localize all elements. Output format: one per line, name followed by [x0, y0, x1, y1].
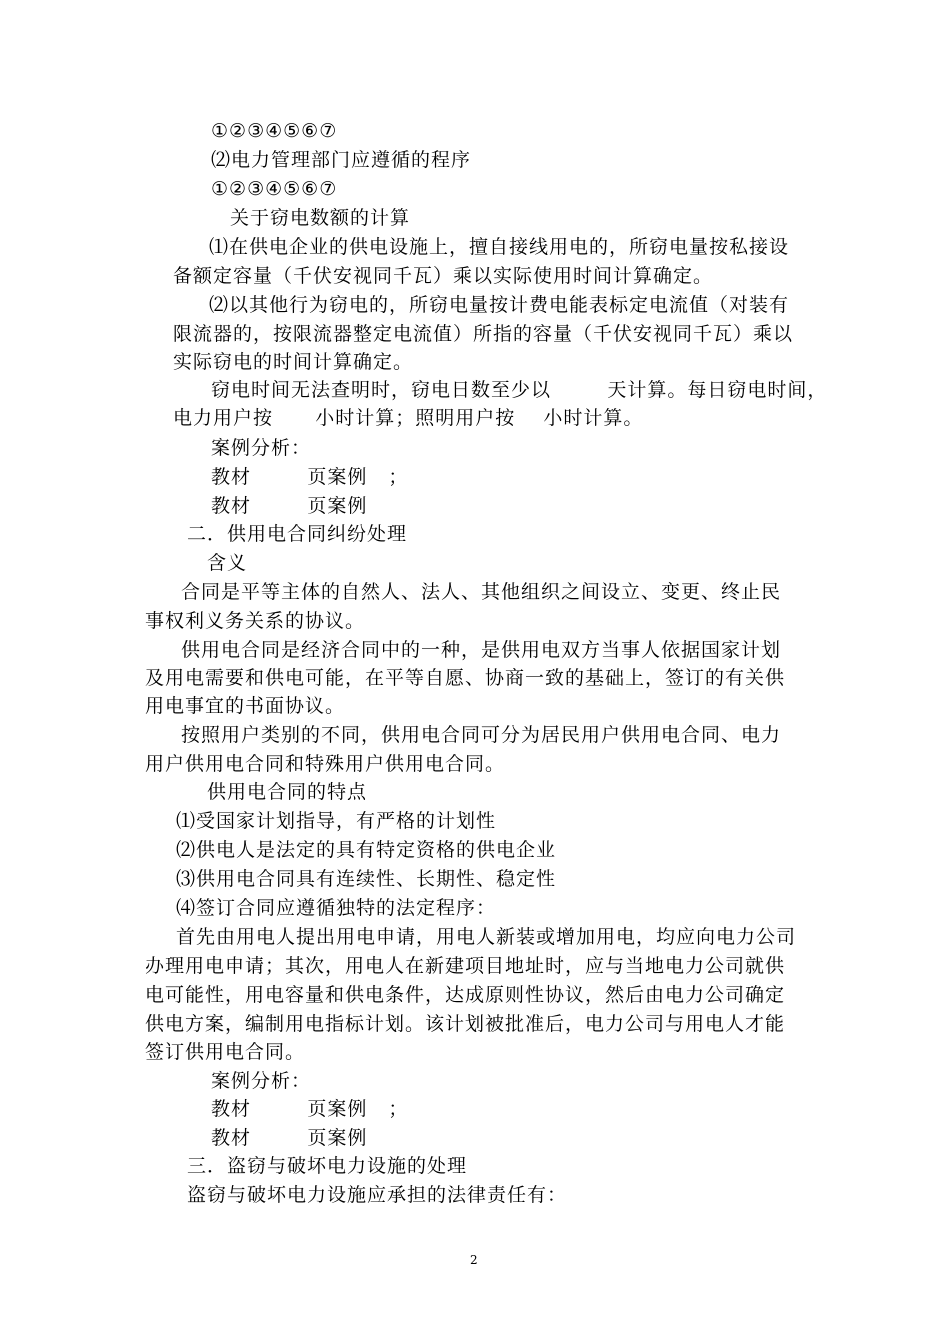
text-line: ⑵电力管理部门应遵循的程序	[211, 149, 472, 171]
text-line: 实际窃电的时间计算确定。	[173, 351, 414, 373]
text-line: 首先由用电人提出用电申请，用电人新装或增加用电，均应向电力公司	[176, 926, 797, 948]
text-line: 备额定容量（千伏安视同千瓦）乘以实际使用时间计算确定。	[173, 265, 714, 287]
section-heading: 关于窃电数额的计算	[230, 207, 411, 229]
text-line: 签订供用电合同。	[145, 1041, 306, 1063]
section-heading: 三．盗窃与破坏电力设施的处理	[187, 1155, 468, 1177]
text-line: 及用电需要和供电可能，在平等自愿、协商一致的基础上，签订的有关供	[145, 667, 786, 689]
text-line: 办理用电申请；其次，用电人在新建项目地址时，应与当地电力公司就供	[145, 955, 786, 977]
page-number: 2	[470, 1253, 478, 1267]
text-line: 用电事宜的书面协议。	[145, 695, 346, 717]
text-line: 教材 页案例 ；	[211, 466, 409, 488]
text-line: 事权利义务关系的协议。	[145, 610, 366, 632]
list-item: ⑵供电人是法定的具有特定资格的供电企业	[176, 839, 557, 861]
case-analysis-label: 案例分析：	[211, 1070, 312, 1092]
text-line: 盗窃与破坏电力设施应承担的法律责任有：	[187, 1184, 568, 1206]
subsection-heading: 供用电合同的特点	[207, 781, 368, 803]
text-line: 用户供用电合同和特殊用户供用电合同。	[145, 753, 506, 775]
text-line: ⑵以其他行为窃电的，所窃电量按计费电能表标定电流值（对装有	[209, 294, 790, 316]
text-line: 教材 页案例	[211, 495, 368, 517]
case-analysis-label: 案例分析：	[211, 437, 312, 459]
text-line: 限流器的，按限流器整定电流值）所指的容量（千伏安视同千瓦）乘以	[173, 323, 794, 345]
text-line: 教材 页案例	[211, 1127, 368, 1149]
list-item: ⑶供用电合同具有连续性、长期性、稳定性	[176, 868, 557, 890]
text-line: 窃电时间无法查明时，窃电日数至少以 天计算。每日窃电时间，	[211, 379, 828, 401]
text-line: 合同是平等主体的自然人、法人、其他组织之间设立、变更、终止民	[181, 581, 782, 603]
text-line: ①②③④⑤⑥⑦	[211, 120, 338, 142]
list-item: ⑷签订合同应遵循独特的法定程序：	[176, 897, 497, 919]
text-line: 电力用户按 小时计算；照明用户按 小时计算。	[173, 407, 644, 429]
text-line: ①②③④⑤⑥⑦	[211, 178, 338, 200]
section-heading: 二．供用电合同纠纷处理	[187, 523, 408, 545]
subsection-heading: 含义	[207, 552, 248, 574]
text-line: 电可能性，用电容量和供电条件，达成原则性协议，然后由电力公司确定	[145, 984, 786, 1006]
text-line: 教材 页案例 ；	[211, 1098, 409, 1120]
text-line: ⑴在供电企业的供电设施上，擅自接线用电的，所窃电量按私接设	[209, 236, 790, 258]
text-line: 供用电合同是经济合同中的一种，是供用电双方当事人依据国家计划	[181, 639, 782, 661]
list-item: ⑴受国家计划指导，有严格的计划性	[176, 810, 497, 832]
text-line: 供电方案，编制用电指标计划。该计划被批准后，电力公司与用电人才能	[145, 1013, 786, 1035]
text-line: 按照用户类别的不同，供用电合同可分为居民用户供用电合同、电力	[181, 724, 782, 746]
